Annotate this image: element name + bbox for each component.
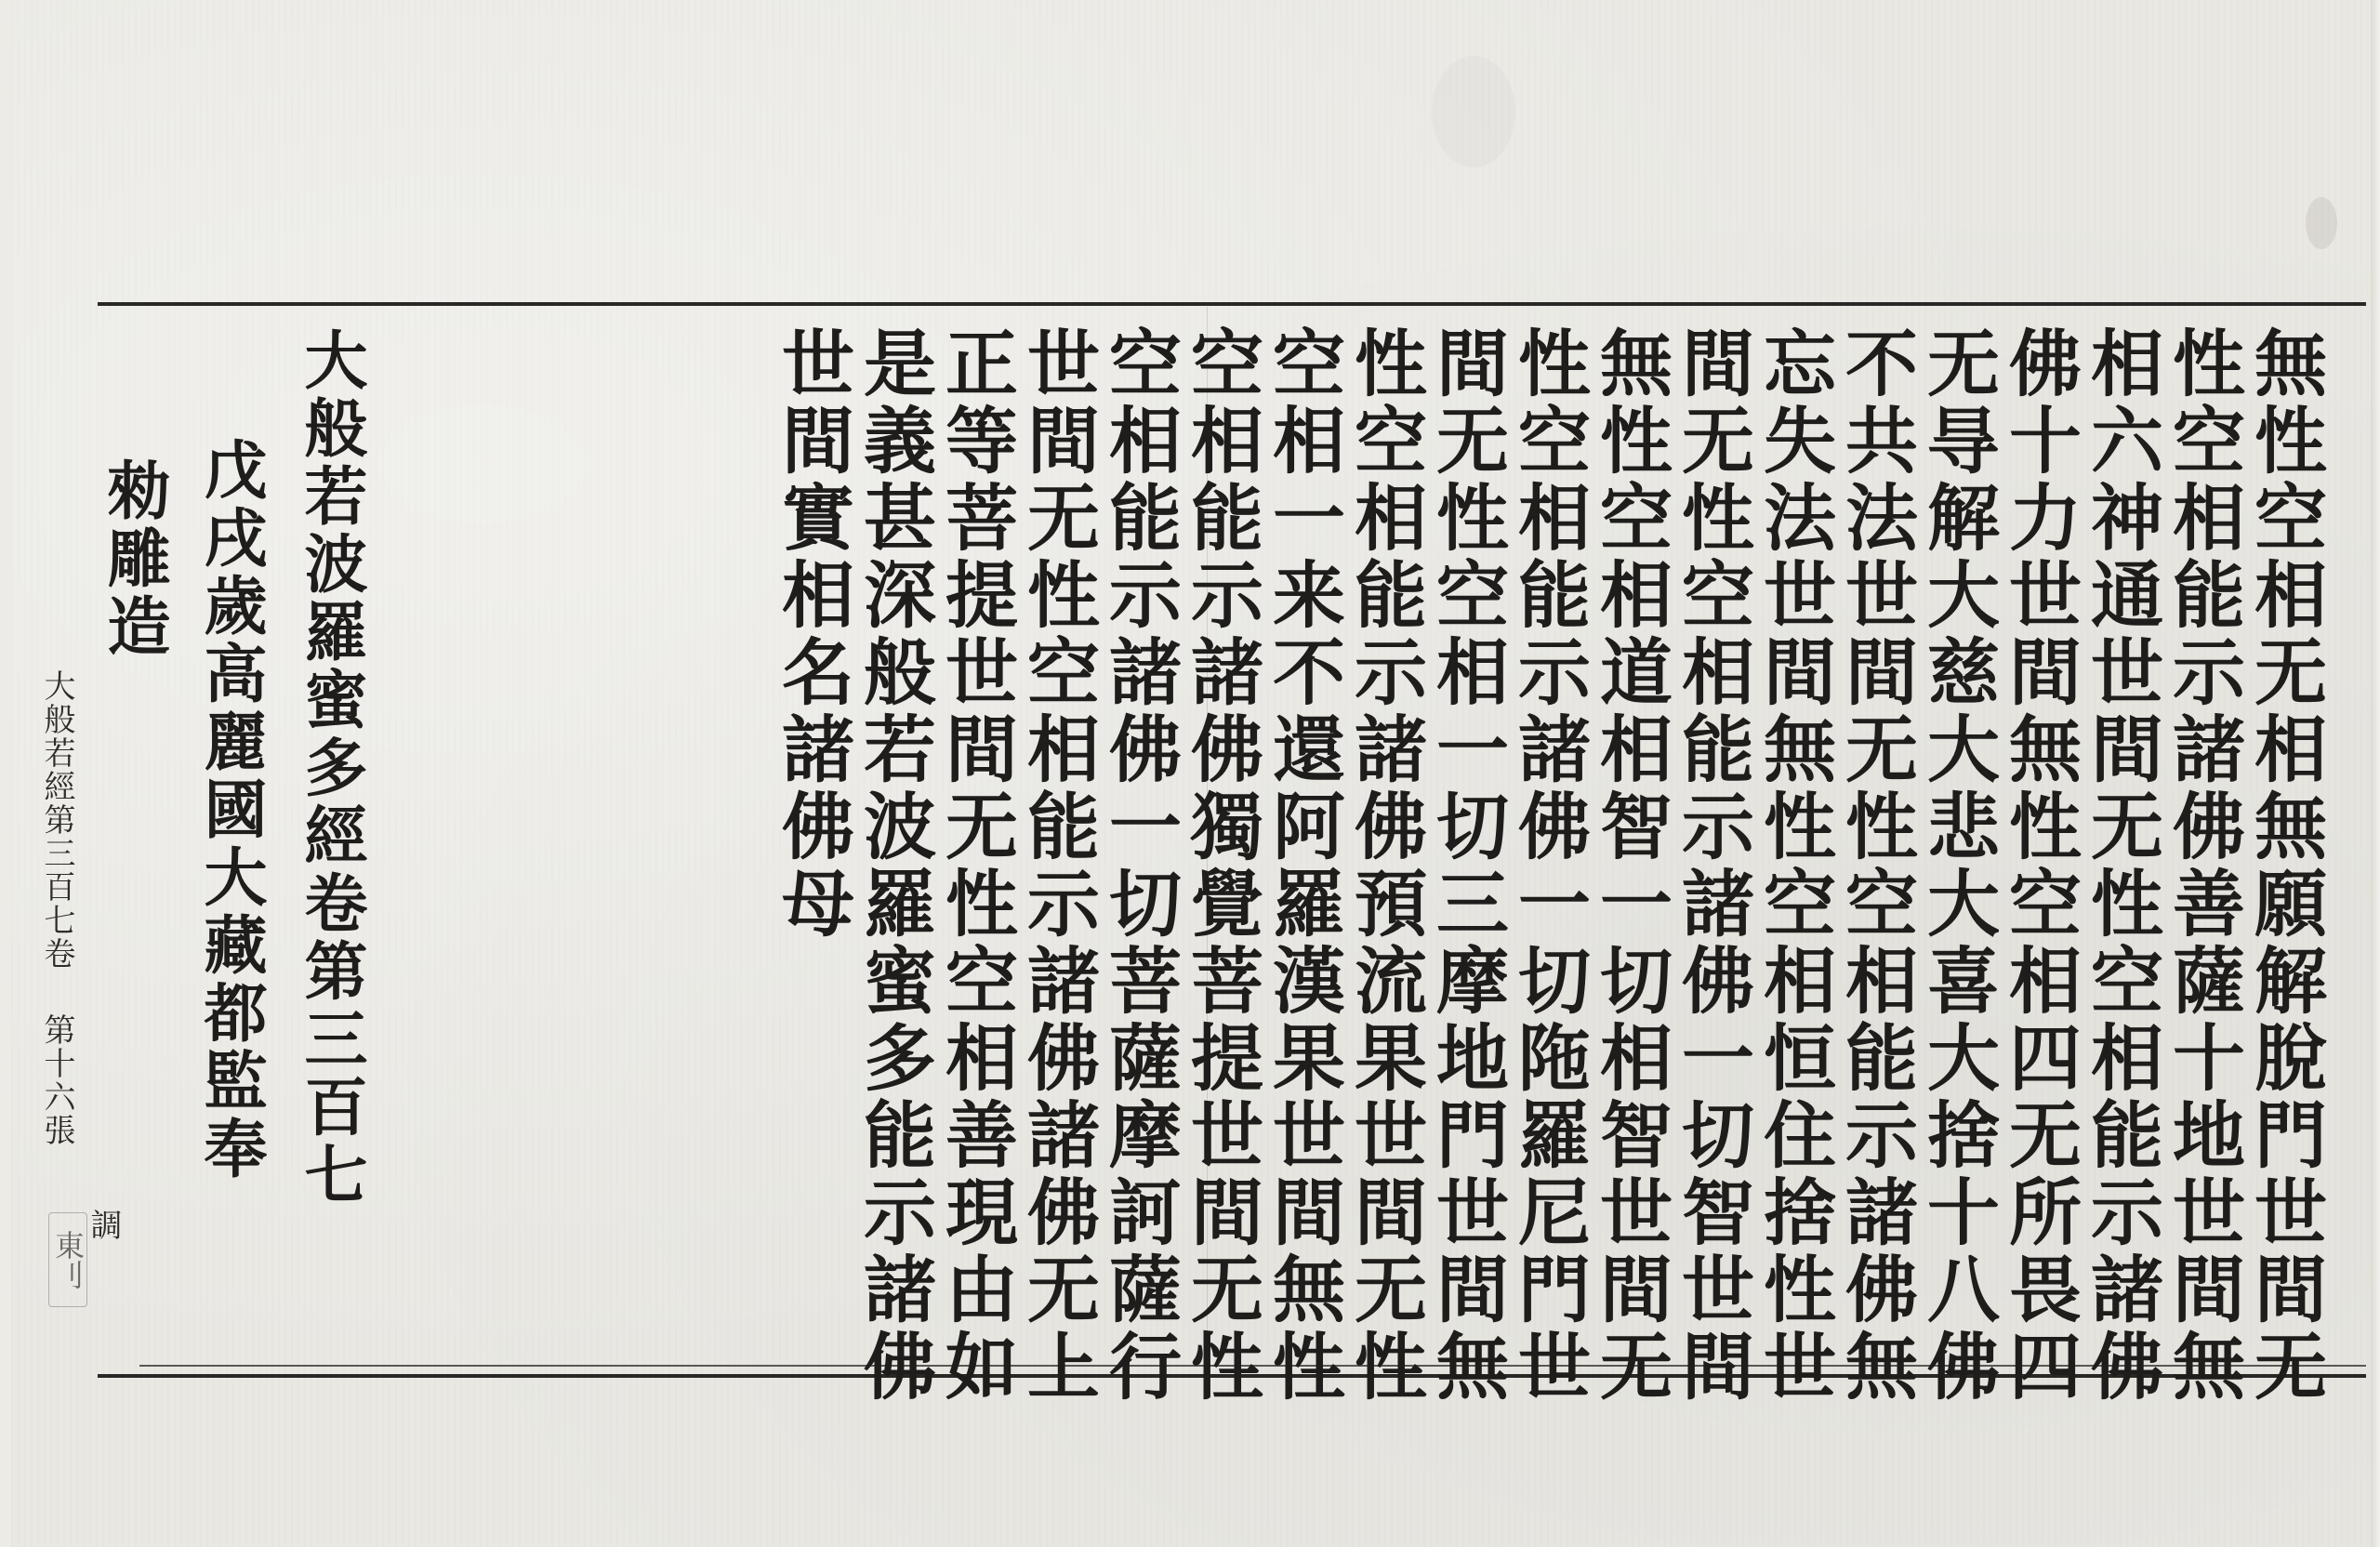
text-column-11: 間无性空相一切三摩地門世間無 — [1424, 325, 1509, 1406]
text-column-4: 佛十力世間無性空相四无所畏四 — [1997, 325, 2082, 1406]
colophon-decree: 勑雕造 — [97, 457, 171, 661]
text-column-18: 是義甚深般若波羅蜜多能示諸佛 — [852, 325, 936, 1406]
text-column-9: 無性空相道相智一切相智世間无 — [1588, 325, 1673, 1406]
text-column-8: 間无性空相能示諸佛一切智世間 — [1670, 325, 1754, 1406]
sutra-title: 大般若波羅蜜多經卷第三百七 — [294, 327, 368, 1210]
margin-sheet-number: 第十六張 — [38, 1013, 75, 1147]
ink-smudge — [2306, 197, 2337, 249]
text-column-12: 性空相能示諸佛預流果世間无性 — [1342, 325, 1427, 1406]
text-column-7: 忘失法世間無性空相恒住捨性世 — [1752, 325, 1836, 1406]
ink-smudge — [1432, 56, 1515, 167]
text-column-3: 相六神通世間无性空相能示諸佛 — [2079, 325, 2163, 1406]
text-column-15: 空相能示諸佛一切菩薩摩訶薩行 — [1097, 325, 1182, 1406]
text-column-19: 世間實相名諸佛母 — [770, 325, 854, 943]
carver-seal: 東刂 — [48, 1212, 87, 1307]
text-column-1: 無性空相无相無願解脫門世間无 — [2242, 325, 2327, 1406]
frame-top-rule — [98, 302, 2366, 306]
text-column-10: 性空相能示諸佛一切陁羅尼門世 — [1506, 325, 1591, 1406]
text-column-5: 无㝵解大慈大悲大喜大捨十八佛 — [1915, 325, 2000, 1406]
text-column-6: 不共法世間无性空相能示諸佛無 — [1833, 325, 1918, 1406]
page-edge — [2371, 0, 2380, 1547]
text-column-2: 性空相能示諸佛善薩十地世間無 — [2161, 325, 2245, 1406]
text-column-13: 空相一来不還阿羅漢果世間無性 — [1261, 325, 1345, 1406]
margin-volume-note: 大般若經第三百七卷 — [38, 669, 75, 971]
colophon-year-line: 戊戌歲高麗國大藏都監奉 — [193, 437, 268, 1183]
margin-carver-mark: 調 — [85, 1209, 122, 1242]
text-column-14: 空相能示諸佛獨覺菩提世間无性 — [1179, 325, 1263, 1406]
text-column-16: 世間无性空相能示諸佛諸佛无上 — [1015, 325, 1100, 1406]
text-column-17: 正等菩提世間无性空相善現由如 — [933, 325, 1018, 1406]
